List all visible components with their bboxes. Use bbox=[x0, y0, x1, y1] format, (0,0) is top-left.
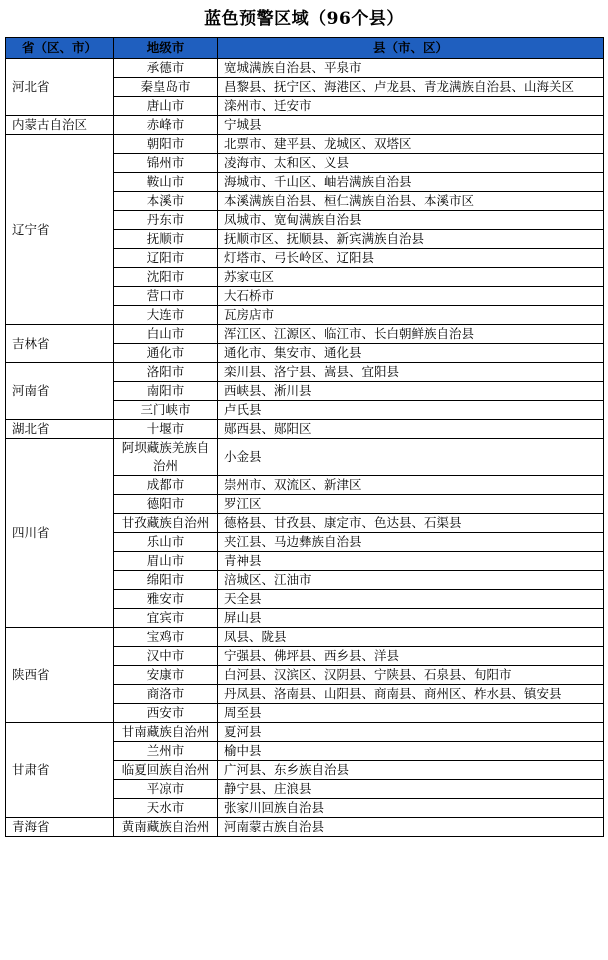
county-cell: 北票市、建平县、龙城区、双塔区 bbox=[218, 135, 604, 154]
county-cell: 崇州市、双流区、新津区 bbox=[218, 476, 604, 495]
province-cell: 四川省 bbox=[6, 439, 114, 628]
county-cell: 瓦房店市 bbox=[218, 306, 604, 325]
table-header-row bbox=[6, 38, 604, 59]
city-cell: 赤峰市 bbox=[114, 116, 218, 135]
table-row bbox=[6, 439, 604, 476]
table-row bbox=[6, 135, 604, 154]
table-row bbox=[6, 420, 604, 439]
county-cell: 海城市、千山区、岫岩满族自治县 bbox=[218, 173, 604, 192]
city-cell: 承德市 bbox=[114, 59, 218, 78]
city-cell: 唐山市 bbox=[114, 97, 218, 116]
county-cell: 小金县 bbox=[218, 439, 604, 476]
city-cell: 十堰市 bbox=[114, 420, 218, 439]
city-cell: 通化市 bbox=[114, 344, 218, 363]
county-cell: 通化市、集安市、通化县 bbox=[218, 344, 604, 363]
city-cell: 平凉市 bbox=[114, 780, 218, 799]
table-row bbox=[6, 818, 604, 837]
county-cell: 张家川回族自治县 bbox=[218, 799, 604, 818]
county-cell: 夏河县 bbox=[218, 723, 604, 742]
table-row bbox=[6, 325, 604, 344]
county-cell: 屏山县 bbox=[218, 609, 604, 628]
city-cell: 三门峡市 bbox=[114, 401, 218, 420]
county-cell: 宁强县、佛坪县、西乡县、洋县 bbox=[218, 647, 604, 666]
city-cell: 宜宾市 bbox=[114, 609, 218, 628]
document-title: 蓝色预警区域（96个县） bbox=[204, 9, 404, 29]
county-cell: 滦州市、迁安市 bbox=[218, 97, 604, 116]
city-cell: 黄南藏族自治州 bbox=[114, 818, 218, 837]
county-cell: 德格县、甘孜县、康定市、色达县、石渠县 bbox=[218, 514, 604, 533]
city-cell: 沈阳市 bbox=[114, 268, 218, 287]
city-cell: 洛阳市 bbox=[114, 363, 218, 382]
province-cell: 甘肃省 bbox=[6, 723, 114, 818]
city-cell: 安康市 bbox=[114, 666, 218, 685]
city-cell: 锦州市 bbox=[114, 154, 218, 173]
county-cell: 涪城区、江油市 bbox=[218, 571, 604, 590]
county-cell: 广河县、东乡族自治县 bbox=[218, 761, 604, 780]
county-cell: 天全县 bbox=[218, 590, 604, 609]
city-cell: 白山市 bbox=[114, 325, 218, 344]
city-cell: 鞍山市 bbox=[114, 173, 218, 192]
city-cell: 雅安市 bbox=[114, 590, 218, 609]
city-cell: 眉山市 bbox=[114, 552, 218, 571]
county-cell: 罗江区 bbox=[218, 495, 604, 514]
county-cell: 榆中县 bbox=[218, 742, 604, 761]
city-cell: 商洛市 bbox=[114, 685, 218, 704]
city-cell: 阿坝藏族羌族自治州 bbox=[114, 439, 218, 476]
city-cell: 临夏回族自治州 bbox=[114, 761, 218, 780]
city-cell: 天水市 bbox=[114, 799, 218, 818]
county-cell: 凤城市、宽甸满族自治县 bbox=[218, 211, 604, 230]
city-cell: 汉中市 bbox=[114, 647, 218, 666]
header-city: 地级市 bbox=[114, 38, 218, 59]
county-cell: 宁城县 bbox=[218, 116, 604, 135]
warning-area-table bbox=[5, 37, 604, 837]
city-cell: 朝阳市 bbox=[114, 135, 218, 154]
county-cell: 河南蒙古族自治县 bbox=[218, 818, 604, 837]
county-cell: 灯塔市、弓长岭区、辽阳县 bbox=[218, 249, 604, 268]
county-cell: 卢氏县 bbox=[218, 401, 604, 420]
province-cell: 内蒙古自治区 bbox=[6, 116, 114, 135]
header-province: 省（区、市） bbox=[6, 38, 114, 59]
county-cell: 栾川县、洛宁县、嵩县、宜阳县 bbox=[218, 363, 604, 382]
county-cell: 青神县 bbox=[218, 552, 604, 571]
table-row bbox=[6, 723, 604, 742]
city-cell: 南阳市 bbox=[114, 382, 218, 401]
city-cell: 成都市 bbox=[114, 476, 218, 495]
city-cell: 甘南藏族自治州 bbox=[114, 723, 218, 742]
province-cell: 湖北省 bbox=[6, 420, 114, 439]
city-cell: 秦皇岛市 bbox=[114, 78, 218, 97]
city-cell: 甘孜藏族自治州 bbox=[114, 514, 218, 533]
county-cell: 白河县、汉滨区、汉阴县、宁陕县、石泉县、旬阳市 bbox=[218, 666, 604, 685]
city-cell: 乐山市 bbox=[114, 533, 218, 552]
table-row bbox=[6, 59, 604, 78]
city-cell: 宝鸡市 bbox=[114, 628, 218, 647]
city-cell: 抚顺市 bbox=[114, 230, 218, 249]
county-cell: 丹凤县、洛南县、山阳县、商南县、商州区、柞水县、镇安县 bbox=[218, 685, 604, 704]
county-cell: 西峡县、淅川县 bbox=[218, 382, 604, 401]
province-cell: 吉林省 bbox=[6, 325, 114, 363]
province-cell: 河南省 bbox=[6, 363, 114, 420]
county-cell: 静宁县、庄浪县 bbox=[218, 780, 604, 799]
county-cell: 苏家屯区 bbox=[218, 268, 604, 287]
province-cell: 河北省 bbox=[6, 59, 114, 116]
city-cell: 德阳市 bbox=[114, 495, 218, 514]
city-cell: 营口市 bbox=[114, 287, 218, 306]
city-cell: 西安市 bbox=[114, 704, 218, 723]
province-cell: 陕西省 bbox=[6, 628, 114, 723]
county-cell: 周至县 bbox=[218, 704, 604, 723]
city-cell: 大连市 bbox=[114, 306, 218, 325]
county-cell: 郧西县、郧阳区 bbox=[218, 420, 604, 439]
county-cell: 凌海市、太和区、义县 bbox=[218, 154, 604, 173]
table-body bbox=[6, 59, 604, 837]
county-cell: 大石桥市 bbox=[218, 287, 604, 306]
province-cell: 辽宁省 bbox=[6, 135, 114, 325]
city-cell: 丹东市 bbox=[114, 211, 218, 230]
province-cell: 青海省 bbox=[6, 818, 114, 837]
county-cell: 凤县、陇县 bbox=[218, 628, 604, 647]
county-cell: 昌黎县、抚宁区、海港区、卢龙县、青龙满族自治县、山海关区 bbox=[218, 78, 604, 97]
table-row bbox=[6, 116, 604, 135]
city-cell: 本溪市 bbox=[114, 192, 218, 211]
header-county: 县（市、区） bbox=[218, 38, 604, 59]
table-row bbox=[6, 628, 604, 647]
county-cell: 本溪满族自治县、桓仁满族自治县、本溪市区 bbox=[218, 192, 604, 211]
county-cell: 夹江县、马边彝族自治县 bbox=[218, 533, 604, 552]
city-cell: 兰州市 bbox=[114, 742, 218, 761]
city-cell: 辽阳市 bbox=[114, 249, 218, 268]
county-cell: 宽城满族自治县、平泉市 bbox=[218, 59, 604, 78]
county-cell: 浑江区、江源区、临江市、长白朝鲜族自治县 bbox=[218, 325, 604, 344]
table-row bbox=[6, 363, 604, 382]
county-cell: 抚顺市区、抚顺县、新宾满族自治县 bbox=[218, 230, 604, 249]
city-cell: 绵阳市 bbox=[114, 571, 218, 590]
